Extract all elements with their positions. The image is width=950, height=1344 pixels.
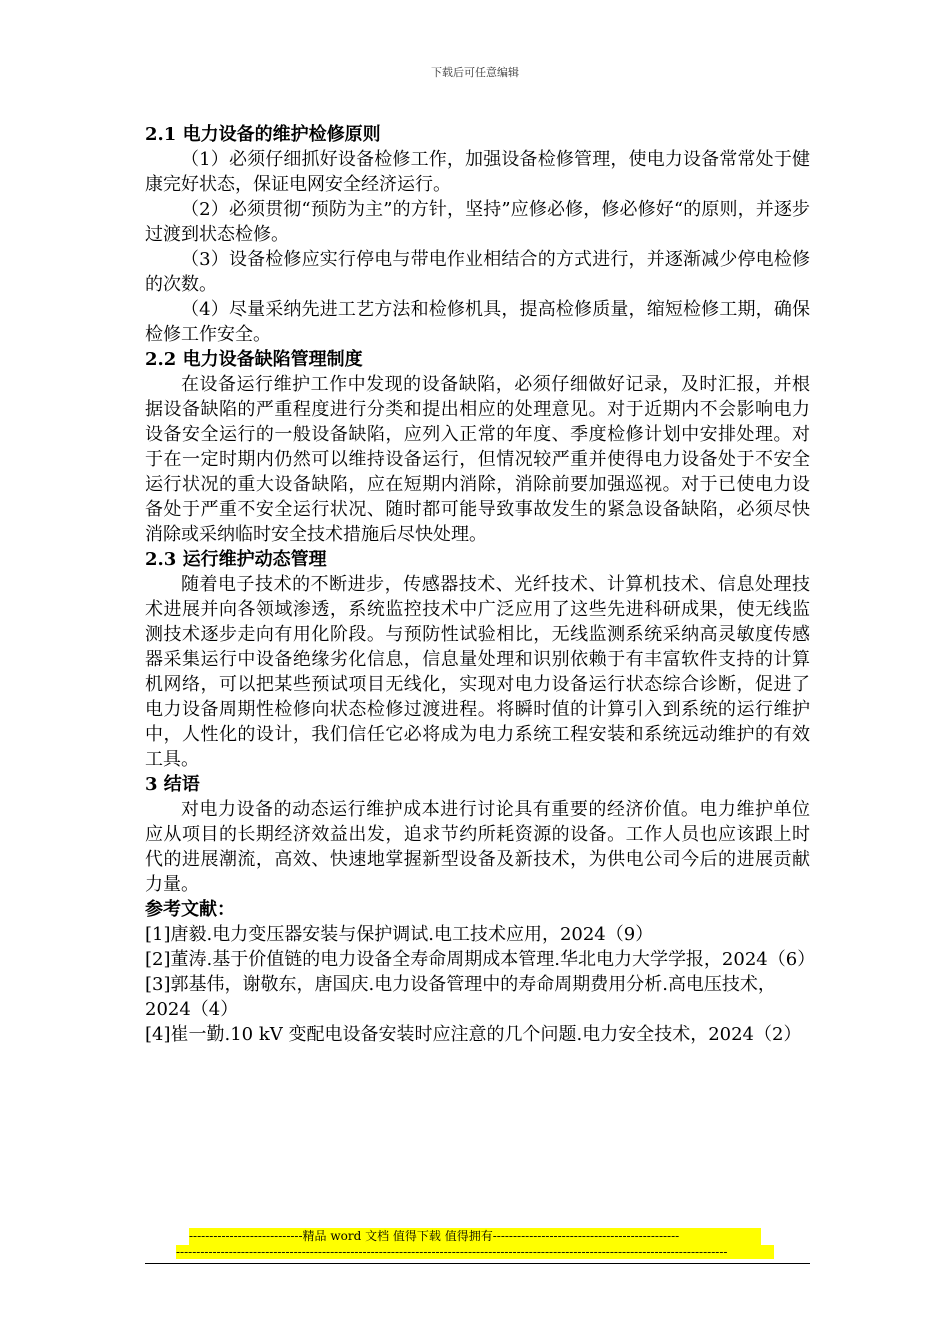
section-heading-2-1: 2.1 电力设备的维护检修原则 <box>145 124 381 145</box>
paragraph: （2）必须贯彻“预防为主”的方针，坚持”应修必修，修必修好“的原则，并逐步过渡到状态检修。 <box>145 199 810 245</box>
paragraph: （1）必须仔细抓好设备检修工作，加强设备检修管理，使电力设备常常处于健康完好状态，保证电网安全经济运行。 <box>145 149 810 195</box>
paragraph: 随着电子技术的不断进步，传感器技术、光纤技术、计算机技术、信息处理技术进展并向各领域渗透，系统监控技术中广泛应用了这些先进科研成果，使无线监测技术逐步走向有用化阶段。与预防性试验相比，无线监测系统采纳高灵敏度传感器采集运行中设备绝缘劣化信息，信息量处理和识别依赖于有丰富软件支持的计算机网络，可以把某些预试项目无线化，实现对电力设备运行状态综合诊断，促进了电力设备周期性检修向状态检修过渡进程。将瞬时值的计算引入到系统的运行维护中，人性化的设计，我们信任它必将成为电力系统工程安装和系统远动维护的有效工具。 <box>145 574 810 770</box>
paragraph: （3）设备检修应实行停电与带电作业相结合的方式进行，并逐渐减少停电检修的次数。 <box>145 249 810 295</box>
footer-banner: ----------------------------精品 word 文档 值得下载 值得拥有---------------------------------------------- <box>189 1228 761 1245</box>
section-heading-2-3: 2.3 运行维护动态管理 <box>145 549 327 570</box>
reference-item: [1]唐毅.电力变压器安装与保护调试.电工技术应用，2024（9） <box>145 924 654 945</box>
reference-item: [4]崔一勤.10 kV 变配电设备安装时应注意的几个问题.电力安全技术，2024（2） <box>145 1024 802 1045</box>
references-heading: 参考文献： <box>145 899 235 920</box>
header-note: 下载后可任意编辑 <box>431 66 519 79</box>
paragraph: 对电力设备的动态运行维护成本进行讨论具有重要的经济价值。电力维护单位应从项目的长期经济效益出发，追求节约所耗资源的设备。工作人员也应该跟上时代的进展潮流，高效、快速地掌握新型设备及新技术，为供电公司今后的进展贡献力量。 <box>145 799 810 895</box>
reference-item: [2]董涛.基于价值链的电力设备全寿命周期成本管理.华北电力大学学报，2024（6） <box>145 949 816 970</box>
document-body <box>145 122 816 1047</box>
paragraph: 在设备运行维护工作中发现的设备缺陷，必须仔细做好记录，及时汇报，并根据设备缺陷的严重程度进行分类和提出相应的处理意见。对于近期内不会影响电力设备安全运行的一般设备缺陷，应列入正常的年度、季度检修计划中安排处理。对于在一定时期内仍然可以维持设备运行，但情况较严重并使得电力设备处于不安全运行状况的重大设备缺陷，应在短期内消除，消除前要加强巡视。对于已使电力设备处于严重不安全运行状况、随时都可能导致事故发生的紧急设备缺陷，必须尽快消除或采纳临时安全技术措施后尽快处理。 <box>145 374 810 545</box>
reference-item: [3]郭基伟，谢敬东，唐国庆.电力设备管理中的寿命周期费用分析.高电压技术，2024（4） <box>145 974 776 1020</box>
footer-dash-line: ---------------------------------------------------------------------------------------------------------------------------------------- <box>176 1245 774 1259</box>
footer-divider <box>145 1263 810 1264</box>
section-heading-2-2: 2.2 电力设备缺陷管理制度 <box>145 349 363 370</box>
section-heading-3: 3 结语 <box>145 774 200 795</box>
paragraph: （4）尽量采纳先进工艺方法和检修机具，提高检修质量，缩短检修工期，确保检修工作安全。 <box>145 299 810 345</box>
